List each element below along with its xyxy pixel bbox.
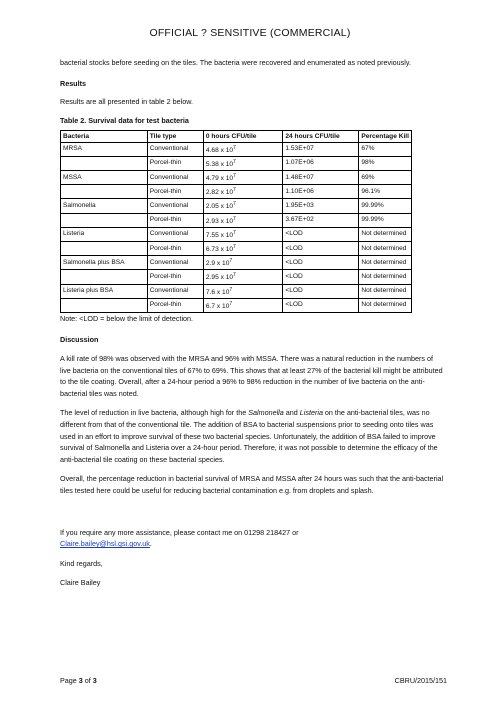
exponent: 7 [229,258,233,265]
table-cell: Porcel-thin [147,213,203,227]
table-cell: 99.99% [359,213,412,227]
table-cell: Porcel-thin [147,156,203,170]
document-body [60,57,445,589]
table-row [61,156,412,170]
table-cell: 5.38 x $10^7$ [203,156,282,170]
table-cell: Conventional [147,171,203,185]
table-cell: 1.53E+07 [283,142,359,156]
table-cell: Not determined [359,227,412,241]
table-row [61,185,412,199]
table-title: Table 2. Survival data for test bacteria [60,115,189,125]
exponent: 7 [233,144,236,151]
table-row [61,199,412,213]
table-cell: 3.67E+02 [283,213,359,227]
email-link[interactable]: Claire.bailey@hsl.gsi.gov.uk [60,539,150,549]
exponent: 7 [233,215,236,222]
exponent: 7 [233,158,236,165]
exponent: 7 [233,187,236,194]
table-row [61,213,412,227]
table-cell: Not determined [359,270,412,284]
table-cell [61,270,148,284]
table-cell: 1.48E+07 [283,171,359,185]
table-note: Note: <LOD = below the limit of detection. [60,313,194,323]
table-row [61,256,412,270]
table-row [61,142,412,156]
table-row [61,298,412,312]
table-row [61,241,412,255]
page-number: Page 3 of 3 [60,676,97,685]
table-cell: <LOD [283,256,359,270]
discussion-heading: Discussion [60,334,99,344]
table-row [61,227,412,241]
table-cell: MSSA [61,171,148,185]
table-cell: 4.68 x $10^7$ [203,142,282,156]
table-cell: <LOD [283,298,359,312]
signature-name: Claire Bailey [60,578,101,588]
table-cell [61,213,148,227]
table-cell: 4.79 x $10^7$ [203,171,282,185]
intro-paragraph: bacterial stocks before seeding on the tiles. The bacteria were recovered and enumerated as noted previously. [60,58,411,67]
table-header-cell: 24 hours CFU/tile [283,131,359,142]
table-cell: 99.99% [359,199,412,213]
closing-regards: Kind regards, [60,558,103,568]
exponent: 7 [233,201,236,208]
table-header-cell: Tile type [147,131,203,142]
table-cell: Conventional [147,284,203,298]
table-header-row [61,131,412,142]
exponent: 7 [233,243,236,250]
document-reference: CBRU/2015/151 [394,676,447,685]
table-cell: Porcel-thin [147,298,203,312]
table-cell [61,241,148,255]
table-cell: <LOD [283,270,359,284]
discussion-paragraph-3: Overall, the percentage reduction in bacterial survival of MRSA and MSSA after 24 hours was such that the anti-bacterial tiles tested here could be useful for reducing bacterial contamination e.g. from droplets and splash. [60,474,444,496]
table-cell: 1.10E+06 [283,185,359,199]
table-cell: 1.95E+03 [283,199,359,213]
table-row [61,171,412,185]
table-row [61,270,412,284]
table-cell: Not determined [359,284,412,298]
table-cell: 69% [359,171,412,185]
table-cell: Listeria [61,227,148,241]
table-cell: 2.82 x $10^7$ [203,185,282,199]
table-cell: Conventional [147,227,203,241]
table-cell: 7.6 x $10^7$ [203,284,282,298]
exponent: 7 [233,229,236,236]
survival-table [60,130,412,313]
table-cell: Not determined [359,298,412,312]
table-cell: Conventional [147,256,203,270]
contact-paragraph: If you require any more assistance, please contact me on 01298 218427 or Claire.bailey@hsl.gsi.gov.uk. [60,527,299,549]
table-cell: 2.9 x $10^7$ [203,256,282,270]
table-cell: 98% [359,156,412,170]
table-cell: Porcel-thin [147,241,203,255]
table-cell: Porcel-thin [147,270,203,284]
table-cell: 6.7 x $10^7$ [203,298,282,312]
table-cell: 2.95 x $10^7$ [203,270,282,284]
table-header-cell: Bacteria [61,131,148,142]
table-cell: Salmonella [61,199,148,213]
table-cell: 2.93 x $10^7$ [203,213,282,227]
table-header-cell: 0 hours CFU/tile [203,131,282,142]
table-cell: Conventional [147,142,203,156]
table-cell [61,298,148,312]
table-row [61,284,412,298]
table-cell [61,185,148,199]
exponent: 7 [233,272,236,279]
exponent: 7 [229,286,233,293]
discussion-paragraph-1: A kill rate of 98% was observed with the MRSA and 96% with MSSA. There was a natural reduction in the numbers of live bacteria on the conventional tiles of 67% to 69%. This shows that at least 27% of the bacterial kill might be attributed to the tile coating. Overall, after a 24-hour period a 96% to 98% reduction in the number of live bacteria on the anti-bacterial tiles was noted. [60,354,443,398]
table-cell: 2.05 x $10^7$ [203,199,282,213]
table-cell: Porcel-thin [147,185,203,199]
table-cell: 67% [359,142,412,156]
table-cell: <LOD [283,284,359,298]
exponent: 7 [229,300,233,307]
table-cell: Listeria plus BSA [61,284,148,298]
table-cell: 6.73 x $10^7$ [203,241,282,255]
table-cell: <LOD [283,241,359,255]
table-cell: Not determined [359,241,412,255]
table-cell: <LOD [283,227,359,241]
table-cell: 7.55 x $10^7$ [203,227,282,241]
table-cell: 96.1% [359,185,412,199]
table-cell: Conventional [147,199,203,213]
results-heading: Results [60,78,86,88]
exponent: 7 [233,173,236,180]
table-cell [61,156,148,170]
table-header-cell: Percentage Kill [359,131,412,142]
page-header: OFFICIAL ? SENSITIVE (COMMERCIAL) [149,27,351,39]
table-cell: Not determined [359,256,412,270]
discussion-paragraph-2: The level of reduction in live bacteria, although high for the Salmonella and Listeria on the anti-bacterial tiles, was no different from that of the conventional tile. The addition of BSA to bacterial suspensions prior to seeding onto tiles was used in an effort to improve survival of these two bacterial species. Unfortunately, the addition of BSA failed to improve survival of Salmonella and Listeria over a 24-hour period. Therefore, it was not possible to determine the efficacy of the anti-bacterial tile coating on these bacterial species. [60,408,438,464]
table-cell: 1.07E+06 [283,156,359,170]
table-cell: MRSA [61,142,148,156]
table-cell: Salmonella plus BSA [61,256,148,270]
table-body [61,142,412,312]
results-text: Results are all presented in table 2 below. [60,97,194,107]
